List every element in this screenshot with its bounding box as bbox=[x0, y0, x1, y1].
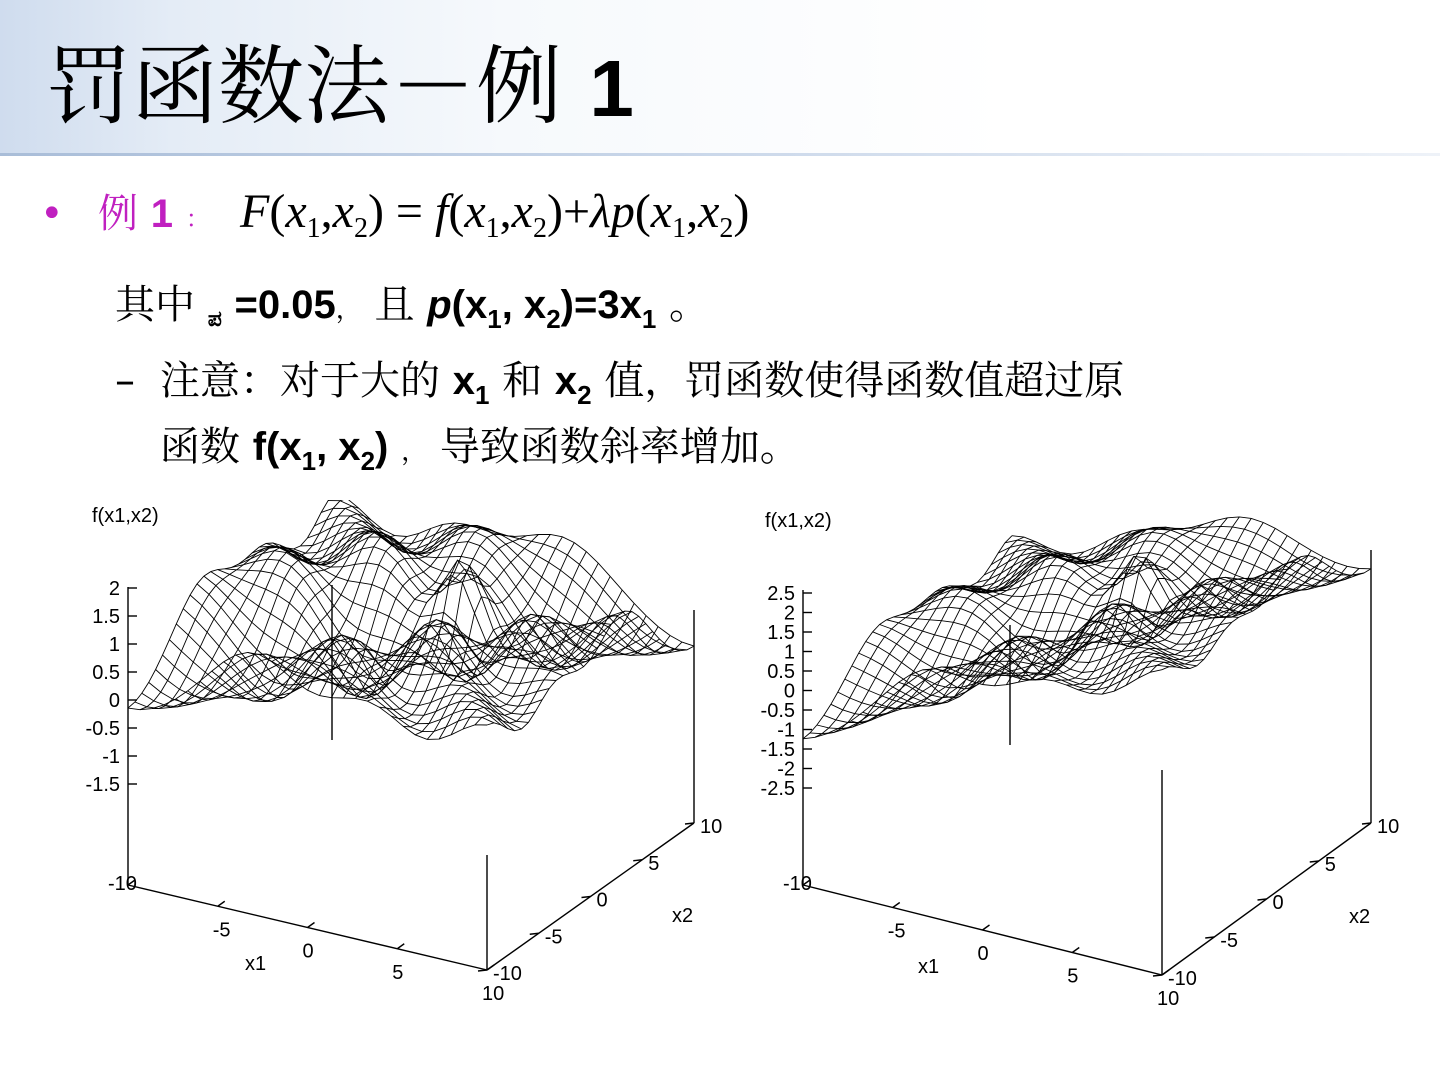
penalty-formula bbox=[240, 180, 749, 244]
z-tick-label: 2 bbox=[783, 602, 795, 625]
note-x: x bbox=[452, 359, 475, 403]
x1-tick-mark bbox=[308, 923, 315, 928]
note-sub: 1 bbox=[474, 380, 490, 410]
x2-tick-label: -5 bbox=[1220, 930, 1239, 952]
penalty-sub: 1 bbox=[641, 304, 657, 334]
mesh-line bbox=[176, 624, 535, 715]
surface-plot-svg bbox=[60, 500, 740, 1000]
x2-ticks bbox=[478, 816, 722, 985]
z-tick-label: 1.5 bbox=[92, 606, 120, 628]
x2-tick-mark bbox=[1310, 861, 1319, 862]
param-prefix: 其中 bbox=[115, 282, 195, 328]
note-f-open: f(x bbox=[252, 425, 302, 469]
x1-ticks bbox=[108, 873, 504, 1000]
bullet-icon: • bbox=[40, 191, 64, 237]
x2-tick-mark bbox=[1362, 823, 1371, 824]
mesh-line bbox=[971, 527, 1180, 681]
x1-tick-label: -10 bbox=[783, 873, 812, 895]
param-and: 且 bbox=[374, 282, 415, 328]
x2-tick-label: -10 bbox=[1168, 968, 1197, 990]
title-divider bbox=[0, 153, 1440, 156]
note-sub: 2 bbox=[577, 380, 592, 410]
z-ticks bbox=[86, 578, 137, 796]
x2-axis-label: x2 bbox=[672, 905, 694, 927]
formula-paren: ( bbox=[634, 185, 651, 238]
lambda-value: =0.05 bbox=[234, 283, 336, 327]
x1-tick-label: -5 bbox=[887, 920, 906, 943]
x2-tick-mark bbox=[1258, 899, 1267, 900]
x2-tick-label: 5 bbox=[1324, 854, 1336, 876]
x1-tick-label: 5 bbox=[392, 961, 404, 984]
parameter-line bbox=[115, 275, 709, 350]
x1-tick-label: 5 bbox=[1067, 965, 1079, 988]
formula-x: x bbox=[332, 185, 354, 238]
note-and: 和 bbox=[502, 358, 543, 404]
formula-plus: + bbox=[562, 185, 591, 238]
z-tick-label: -2.5 bbox=[760, 778, 795, 800]
x1-tick-label: -10 bbox=[108, 873, 137, 895]
z-tick-label: 2.5 bbox=[767, 583, 795, 605]
x2-tick-mark bbox=[1205, 937, 1214, 938]
penalty-definition bbox=[427, 283, 657, 334]
x1-tick-mark bbox=[1072, 948, 1079, 953]
formula-equals: = bbox=[395, 185, 423, 238]
formula-x: x bbox=[511, 185, 533, 238]
formula-x: x bbox=[464, 185, 486, 238]
formula-x: x bbox=[698, 185, 720, 238]
penalty-expr: (x bbox=[451, 283, 488, 327]
x2-tick-mark bbox=[633, 860, 642, 861]
formula-x: x bbox=[285, 185, 307, 238]
mesh-line bbox=[1114, 557, 1323, 691]
mesh-line bbox=[963, 553, 1322, 613]
mesh-line bbox=[1162, 556, 1371, 670]
z-tick-label: 2 bbox=[108, 578, 120, 600]
x1-tick-label: -5 bbox=[212, 919, 231, 942]
formula-F: F bbox=[240, 185, 270, 238]
x1-tick-mark bbox=[397, 944, 404, 949]
x2-tick-mark bbox=[478, 970, 487, 971]
surface-mesh bbox=[803, 517, 1371, 739]
x1-tick-mark bbox=[893, 903, 900, 908]
note-sep: ， bbox=[401, 437, 428, 467]
slide-title-number: 1 bbox=[589, 44, 634, 133]
dash-bullet-icon: – bbox=[115, 358, 135, 404]
x1-tick-mark bbox=[983, 925, 990, 930]
note-text-1: 注意：对于大的 bbox=[160, 358, 440, 404]
z-tick-label: -0.5 bbox=[85, 718, 120, 740]
penalty-expr: , x bbox=[501, 283, 547, 327]
note-sub: 2 bbox=[360, 446, 376, 476]
param-end: 。 bbox=[669, 282, 710, 328]
z-tick-label: 0 bbox=[108, 690, 120, 712]
mesh-line bbox=[321, 508, 680, 653]
x2-tick-mark bbox=[1153, 975, 1162, 976]
x2-tick-label: 0 bbox=[596, 889, 608, 912]
z-tick-label: 1.5 bbox=[767, 622, 795, 644]
z-ticks bbox=[761, 583, 812, 800]
mesh-line bbox=[314, 516, 673, 655]
formula-p: p bbox=[610, 185, 635, 238]
mesh-line bbox=[307, 523, 666, 656]
note-x: x bbox=[554, 359, 578, 403]
formula-lambda: λ bbox=[590, 185, 611, 238]
mesh-line bbox=[176, 521, 383, 704]
z-tick-label: -1.5 bbox=[85, 774, 120, 796]
note-text bbox=[160, 350, 1124, 412]
x1-ticks bbox=[783, 873, 1179, 1005]
slide-title bbox=[46, 32, 634, 144]
formula-comma: , bbox=[499, 185, 512, 238]
example-label bbox=[98, 182, 210, 251]
formula-sub: 2 bbox=[532, 213, 547, 244]
x1-tick-label: 0 bbox=[977, 943, 989, 965]
note-x2 bbox=[554, 359, 592, 410]
x1-tick-label: 0 bbox=[302, 940, 314, 963]
z-tick-label: -1.5 bbox=[760, 739, 795, 761]
x2-tick-mark bbox=[685, 823, 694, 824]
surface-plot-svg bbox=[735, 505, 1415, 1005]
penalty-expr: )=3x bbox=[560, 283, 642, 327]
mesh-line bbox=[391, 563, 598, 719]
slide-title-text: 罚函数法－例 bbox=[46, 37, 562, 137]
formula-paren: ( bbox=[269, 185, 286, 238]
note-line2-cn2: 导致函数斜率增加。 bbox=[439, 424, 800, 470]
x2-tick-label: 5 bbox=[648, 852, 660, 875]
x2-tick-label: 0 bbox=[1272, 892, 1284, 914]
formula-sub: 1 bbox=[672, 213, 687, 244]
x2-tick-mark bbox=[582, 897, 591, 898]
example-label-num: 1 bbox=[150, 192, 173, 236]
formula-sub: 2 bbox=[719, 213, 734, 244]
param-sep: ， bbox=[335, 295, 362, 325]
formula-sub: 2 bbox=[353, 213, 368, 244]
penalty-sub: 1 bbox=[487, 304, 502, 334]
formula-x: x bbox=[650, 185, 673, 238]
z-tick-label: 0.5 bbox=[767, 661, 795, 683]
note-line2-cn1: 函数 bbox=[160, 424, 240, 470]
x1-axis-label: x1 bbox=[245, 953, 267, 975]
z-tick-label: -1 bbox=[102, 746, 120, 768]
plot-axes bbox=[803, 550, 1371, 975]
z-tick-label: 0 bbox=[783, 680, 795, 703]
formula-paren: ) bbox=[733, 185, 750, 238]
example-label-cn: 例 bbox=[98, 191, 138, 237]
z-tick-label: 1 bbox=[783, 641, 795, 664]
note-f-close: ) bbox=[375, 425, 389, 469]
formula-comma: , bbox=[320, 185, 333, 238]
x1-tick-label: 10 bbox=[1157, 988, 1180, 1005]
x1-tick-label: 10 bbox=[482, 983, 505, 1000]
formula-f: f bbox=[435, 185, 449, 238]
formula-sub: 1 bbox=[306, 213, 321, 244]
z-tick-label: -1 bbox=[777, 719, 795, 742]
mesh-line bbox=[204, 576, 563, 697]
formula-sub: 1 bbox=[485, 213, 500, 244]
x2-ticks bbox=[1153, 816, 1399, 990]
example-label-colon: ： bbox=[185, 205, 210, 233]
z-axis-label: f(x1,x2) bbox=[92, 505, 159, 527]
formula-paren: ) bbox=[546, 185, 563, 238]
note-sub: 1 bbox=[301, 446, 317, 476]
x1-axis-label: x1 bbox=[918, 956, 940, 978]
x2-tick-label: 10 bbox=[1377, 816, 1400, 838]
mesh-line bbox=[149, 649, 508, 729]
x2-tick-label: -5 bbox=[544, 926, 563, 949]
x2-tick-mark bbox=[530, 933, 539, 934]
penalty-p: p bbox=[427, 283, 452, 327]
note-line-2 bbox=[160, 416, 800, 483]
surface-plot-original bbox=[60, 500, 740, 1000]
z-tick-label: -2 bbox=[777, 758, 795, 781]
mesh-line bbox=[824, 649, 1183, 722]
formula-paren: ) bbox=[367, 185, 384, 238]
note-x1 bbox=[452, 359, 490, 410]
z-axis-label: f(x1,x2) bbox=[765, 510, 832, 532]
surface-mesh bbox=[128, 500, 694, 739]
z-tick-label: 1 bbox=[108, 634, 120, 656]
surface-plot-penalized bbox=[735, 505, 1415, 1005]
mesh-line bbox=[887, 547, 1096, 706]
note-f-mid: , x bbox=[316, 425, 361, 469]
penalty-sub: 2 bbox=[546, 304, 561, 334]
formula-comma: , bbox=[686, 185, 699, 238]
z-tick-label: -0.5 bbox=[760, 700, 795, 722]
mesh-line bbox=[803, 669, 1162, 739]
x2-tick-label: 10 bbox=[700, 816, 723, 838]
x2-tick-label: -10 bbox=[493, 963, 522, 985]
z-tick-label: 0.5 bbox=[92, 662, 120, 684]
lambda-symbol: ಪ bbox=[207, 307, 222, 332]
x1-tick-mark bbox=[218, 901, 225, 906]
note-f-expr bbox=[252, 425, 389, 476]
note-text-2: 值，罚函数使得函数值超过原 bbox=[604, 358, 1125, 404]
x2-axis-label: x2 bbox=[1349, 906, 1371, 928]
mesh-line bbox=[487, 611, 694, 731]
formula-paren: ( bbox=[448, 185, 465, 238]
